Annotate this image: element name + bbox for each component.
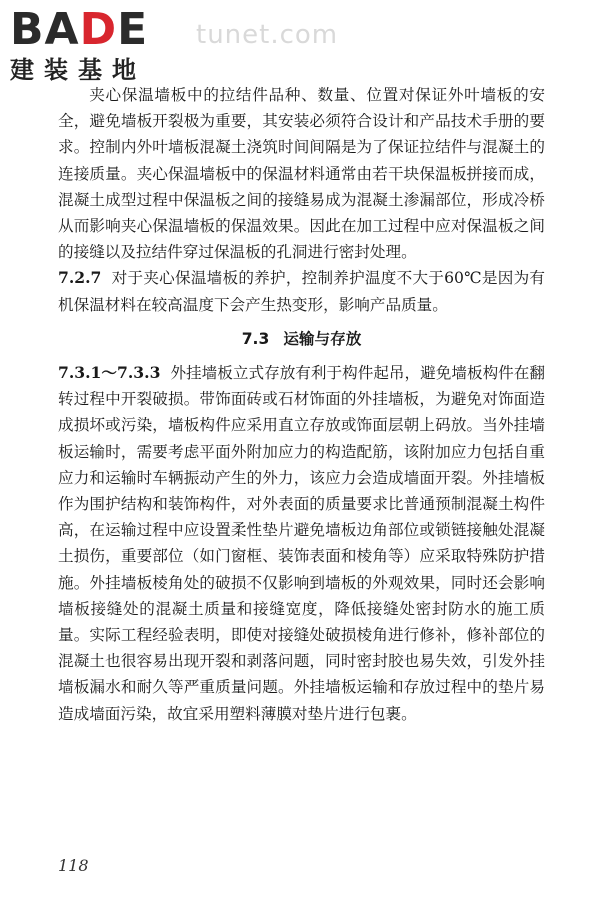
logo-wordmark-part2: E (117, 4, 149, 55)
clause-number: 7.2.7 (58, 268, 102, 288)
section-number: 7.3 (241, 329, 270, 348)
watermark-text: tunet.com (196, 20, 339, 50)
clause-number: 7.3.1～7.3.3 (58, 363, 161, 383)
logo-wordmark-accent: D (79, 4, 118, 55)
logo-chinese-text: 建装基地 (10, 56, 146, 84)
logo-wordmark-part1: BA (10, 4, 80, 55)
paragraph-intro: 夹心保温墙板中的拉结件品种、数量、位置对保证外叶墙板的安全，避免墙板开裂极为重要，其安装必须符合设计和产品技术手册的要求。控制内外叶墙板混凝土浇筑时间间隔是为了保证拉结件与混凝土的连接质量。夹心保温墙板中的保温材料通常由若干块保温板拼接而成，混凝土成型过程中保温板之间的接缝易成为混凝土渗漏部位，形成冷桥从而影响夹心保温墙板的保温效果。因此在加工过程中应对保温板之间的接缝以及拉结件穿过保温板的孔洞进行密封处理。 (58, 86, 545, 262)
section-title: 运输与存放 (283, 329, 362, 348)
clause-7-3-1-to-7-3-3 (58, 360, 545, 727)
page-body (58, 82, 545, 727)
clause-text: 对于夹心保温墙板的养护，控制养护温度不大于60℃是因为有机保温材料在较高温度下会产生热变形，影响产品质量。 (58, 269, 545, 314)
bade-logo (10, 6, 180, 84)
clause-7-2-7 (58, 265, 545, 317)
page-number: 118 (58, 856, 89, 875)
clause-text: 外挂墙板立式存放有利于构件起吊，避免墙板构件在翻转过程中开裂破损。带饰面砖或石材饰面的外挂墙板，为避免对饰面造成损坏或污染，墙板构件应采用直立存放或饰面层朝上码放。当外挂墙板运输时，需要考虑平面外附加应力的构造配筋，该附加应力包括自重应力和运输时车辆振动产生的外力，该应力会造成墙面开裂。外挂墙板作为围护结构和装饰构件，对外表面的质量要求比普通预制混凝土构件高，在运输过程中应设置柔性垫片避免墙板边角部位或锁链接触处混凝土损伤，重要部位（如门窗框、装饰表面和棱角等）应采取特殊防护措施。外挂墙板棱角处的破损不仅影响到墙板的外观效果，同时还会影响墙板接缝处的混凝土质量和接缝宽度，降低接缝处密封防水的施工质量。实际工程经验表明，即使对接缝处破损棱角进行修补，修补部位的混凝土也很容易出现开裂和剥落问题，同时密封胶也易失效，引发外挂墙板漏水和耐久等严重质量问题。外挂墙板运输和存放过程中的垫片易造成墙面污染，故宜采用塑料薄膜对垫片进行包裹。 (58, 364, 545, 723)
logo-wordmark (10, 6, 180, 54)
section-heading (58, 326, 545, 352)
